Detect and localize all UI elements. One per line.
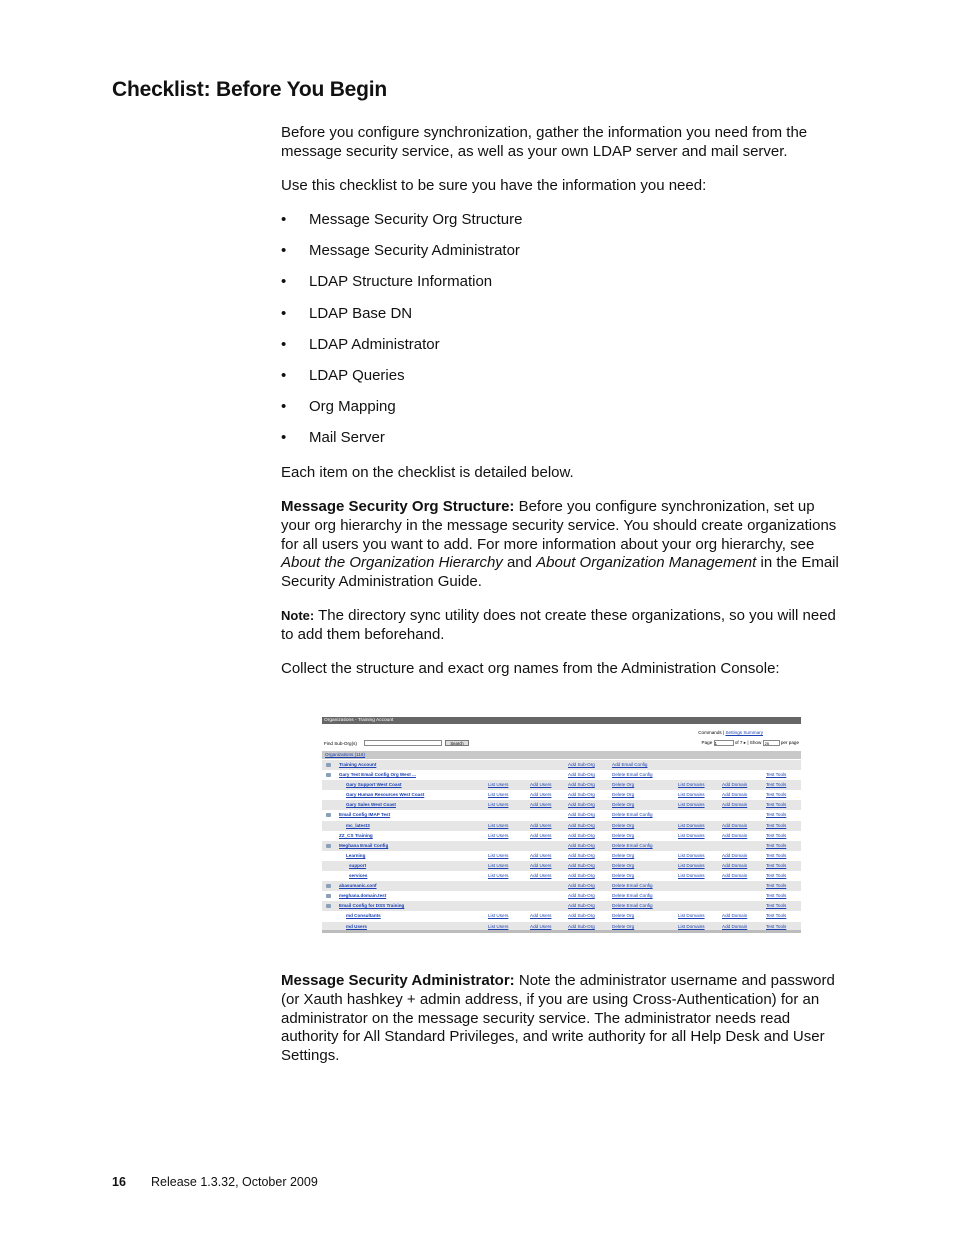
row-action-link[interactable]: List Users xyxy=(488,782,509,788)
row-action-link[interactable]: Test Tools xyxy=(766,923,787,929)
row-action-link[interactable]: Add Sub-Org xyxy=(568,802,595,808)
row-action-link[interactable]: Add Users xyxy=(530,802,552,808)
row-action-link[interactable]: Delete Org xyxy=(612,782,635,788)
row-action-link[interactable]: Add Sub-Org xyxy=(568,832,595,838)
bullet-marker: • xyxy=(281,211,287,228)
row-action-link[interactable]: Add Sub-Org xyxy=(568,812,595,818)
row-action-link[interactable]: Test Tools xyxy=(766,772,787,778)
table-row xyxy=(322,861,801,871)
org-name-link[interactable]: Gary Test Email Config Org West ... xyxy=(339,772,416,778)
row-action-link[interactable]: Delete Org xyxy=(612,792,635,798)
row-action-link[interactable]: Add Sub-Org xyxy=(568,862,595,868)
row-action-link[interactable]: Add Sub-Org xyxy=(568,762,595,767)
org-name-link[interactable]: md Consultants xyxy=(346,913,381,919)
row-action-link[interactable]: List Users xyxy=(488,832,509,838)
row-action-link[interactable]: Delete Email Config xyxy=(612,883,653,889)
checklist-item-label: LDAP Structure Information xyxy=(309,273,493,290)
row-action-link[interactable]: Delete Email Config xyxy=(612,772,653,778)
organizations-count-link[interactable]: Organizations (116) xyxy=(325,752,366,757)
search-button[interactable]: Search xyxy=(445,740,469,746)
row-action-link[interactable]: List Users xyxy=(488,802,509,808)
org-config-icon xyxy=(326,884,331,888)
find-sub-org-input[interactable] xyxy=(364,740,442,746)
org-config-icon xyxy=(326,904,331,908)
release-footer: Release 1.3.32, October 2009 xyxy=(151,1175,318,1189)
row-action-link[interactable]: Add Domain xyxy=(722,782,748,788)
row-action-link[interactable]: List Domains xyxy=(678,802,705,808)
row-action-link[interactable]: Add Users xyxy=(530,913,552,919)
row-action-link[interactable]: List Domains xyxy=(678,873,705,879)
note-label: Note: xyxy=(281,608,315,623)
row-action-link[interactable]: Test Tools xyxy=(766,852,787,858)
row-action-link[interactable]: Test Tools xyxy=(766,802,787,808)
table-row xyxy=(322,901,801,911)
org-name-link[interactable]: Meghana Email Config xyxy=(339,842,389,848)
org-structure-label: Message Security Org Structure: xyxy=(281,498,515,515)
pager xyxy=(702,740,799,746)
org-name-link[interactable]: Gary Support West Coast xyxy=(346,782,402,788)
org-config-icon xyxy=(326,763,331,767)
row-action-link[interactable]: List Users xyxy=(488,873,509,879)
row-action-link[interactable]: Add Domain xyxy=(722,913,748,919)
admin-paragraph xyxy=(281,972,841,1066)
note-paragraph xyxy=(281,607,841,645)
page-number: 16 xyxy=(112,1175,126,1189)
row-action-link[interactable]: Add Sub-Org xyxy=(568,893,595,899)
admin-console-screenshot xyxy=(322,717,801,933)
row-action-link[interactable]: Test Tools xyxy=(766,883,787,889)
row-action-link[interactable]: Delete Email Config xyxy=(612,842,653,848)
org-name-link[interactable]: abasumanic.conf xyxy=(339,883,377,889)
row-action-link[interactable]: List Domains xyxy=(678,923,705,929)
page-label: Page xyxy=(701,740,713,746)
table-row xyxy=(322,760,801,770)
find-row xyxy=(324,739,799,747)
org-config-icon xyxy=(326,844,331,848)
row-action-link[interactable]: List Domains xyxy=(678,792,705,798)
row-action-link[interactable]: List Domains xyxy=(678,822,705,828)
row-action-link[interactable]: List Users xyxy=(488,852,509,858)
row-action-link[interactable]: Add Sub-Org xyxy=(568,782,595,788)
row-action-link[interactable]: Add Domain xyxy=(722,802,748,808)
row-action-link[interactable]: Test Tools xyxy=(766,792,787,798)
bullet-marker: • xyxy=(281,398,287,415)
row-action-link[interactable]: Add Users xyxy=(530,792,552,798)
admin-text: Note the administrator username and password (or Xauth hashkey + admin address, if you are using Cross-Authentication) for an administrator on the message security service. The administrator needs read authority for All Standard Privileges, and write authority for all Help Desk and User Settings. xyxy=(281,972,835,1065)
bullet-marker: • xyxy=(281,273,287,290)
and-text: and xyxy=(502,554,537,572)
table-row xyxy=(322,810,801,820)
org-name-link[interactable]: services xyxy=(349,873,368,879)
page-title: Checklist: Before You Begin xyxy=(112,78,388,101)
row-action-link[interactable]: Add Domain xyxy=(722,822,748,828)
organizations-header xyxy=(322,751,801,759)
row-action-link[interactable]: Delete Email Config xyxy=(612,812,653,818)
table-row xyxy=(322,800,801,810)
table-row xyxy=(322,881,801,891)
checklist-item-label: Mail Server xyxy=(309,429,385,446)
row-action-link[interactable]: Test Tools xyxy=(766,812,787,818)
table-row xyxy=(322,780,801,790)
table-row xyxy=(322,911,801,921)
row-action-link[interactable]: Add Email Config xyxy=(612,762,648,767)
checklist-item-label: Org Mapping xyxy=(309,398,396,415)
row-action-link[interactable]: List Users xyxy=(488,792,509,798)
find-label: Find Sub-Org(s) xyxy=(324,741,357,746)
row-action-link[interactable]: List Domains xyxy=(678,832,705,838)
table-row xyxy=(322,821,801,831)
org-config-icon xyxy=(326,773,331,777)
row-action-link[interactable]: Delete Email Config xyxy=(612,903,653,909)
checklist-item-label: Message Security Org Structure xyxy=(309,211,523,228)
row-action-link[interactable]: List Domains xyxy=(678,862,705,868)
row-action-link[interactable]: Add Users xyxy=(530,822,552,828)
org-name-link[interactable]: support xyxy=(349,862,367,868)
page-input[interactable]: 1 xyxy=(714,740,734,746)
row-action-link[interactable]: Add Sub-Org xyxy=(568,852,595,858)
bullet-marker: • xyxy=(281,367,287,384)
table-row xyxy=(322,770,801,780)
of-label: of 7 ▸ | Show xyxy=(734,740,762,746)
row-action-link[interactable]: Add Sub-Org xyxy=(568,842,595,848)
row-action-link[interactable]: Add Sub-Org xyxy=(568,772,595,778)
row-action-link[interactable]: Delete Org xyxy=(612,913,635,919)
checklist-item-label: Message Security Administrator xyxy=(309,242,520,259)
row-action-link[interactable]: List Users xyxy=(488,913,509,919)
row-action-link[interactable]: Add Sub-Org xyxy=(568,883,595,889)
row-action-link[interactable]: Add Domain xyxy=(722,852,748,858)
table-row xyxy=(322,841,801,851)
row-action-link[interactable]: Delete Email Config xyxy=(612,893,653,899)
row-action-link[interactable]: Test Tools xyxy=(766,893,787,899)
org-name-link[interactable]: meghana.domain.test xyxy=(339,893,387,899)
row-action-link[interactable]: Delete Org xyxy=(612,832,635,838)
row-action-link[interactable]: List Users xyxy=(488,862,509,868)
row-action-link[interactable]: Test Tools xyxy=(766,913,787,919)
checklist-intro: Use this checklist to be sure you have the information you need: xyxy=(281,177,707,194)
org-name-link[interactable]: Gary Human Resources West Coast xyxy=(346,792,425,798)
row-action-link[interactable]: Add Domain xyxy=(722,832,748,838)
row-action-link[interactable]: Add Users xyxy=(530,873,552,879)
org-structure-paragraph xyxy=(281,498,841,592)
row-action-link[interactable]: Test Tools xyxy=(766,862,787,868)
commands-label: Commands | xyxy=(698,730,725,735)
row-action-link[interactable]: List Domains xyxy=(678,852,705,858)
org-config-icon xyxy=(326,813,331,817)
row-action-link[interactable]: Add Sub-Org xyxy=(568,923,595,929)
commands-row xyxy=(698,730,763,735)
row-action-link[interactable]: Add Sub-Org xyxy=(568,903,595,909)
row-action-link[interactable]: Add Domain xyxy=(722,792,748,798)
table-row xyxy=(322,790,801,800)
row-action-link[interactable]: Test Tools xyxy=(766,873,787,879)
row-action-link[interactable]: Test Tools xyxy=(766,782,787,788)
checklist-item-label: LDAP Base DN xyxy=(309,305,413,322)
row-action-link[interactable]: List Users xyxy=(488,822,509,828)
row-action-link[interactable]: Delete Org xyxy=(612,802,635,808)
note-text: The directory sync utility does not create these organizations, so you will need to add them beforehand. xyxy=(281,607,836,643)
row-action-link[interactable]: List Domains xyxy=(678,913,705,919)
show-select[interactable]: 25 xyxy=(763,740,780,746)
row-action-link[interactable]: Test Tools xyxy=(766,822,787,828)
row-action-link[interactable]: Add Users xyxy=(530,923,552,929)
org-name-link[interactable]: ZZ_CS Training xyxy=(339,832,373,838)
row-action-link[interactable]: Add Users xyxy=(530,832,552,838)
org-name-link[interactable]: Email Config for DSS Training xyxy=(339,903,405,909)
row-action-link[interactable]: List Domains xyxy=(678,782,705,788)
detailed-note: Each item on the checklist is detailed below. xyxy=(281,464,574,481)
table-row xyxy=(322,871,801,881)
bullet-marker: • xyxy=(281,336,287,353)
org-structure-text1: Before you configure synchronization, set up your org hierarchy in the message security service. You should create organizations for all users you want to add. For more information about your org hierarchy, see xyxy=(281,498,837,553)
per-page-label: per page xyxy=(780,740,799,746)
org-management-ref: About Organization Management xyxy=(536,554,757,572)
table-row xyxy=(322,851,801,861)
row-action-link[interactable]: Add Users xyxy=(530,862,552,868)
row-action-link[interactable]: Delete Org xyxy=(612,923,635,929)
intro-paragraph: Before you configure synchronization, gather the information you need from the message security service, as well as your own LDAP server and mail server. xyxy=(281,124,808,160)
org-name-link[interactable]: Email Config IMAP Test xyxy=(339,812,391,818)
checklist-item-label: LDAP Administrator xyxy=(309,336,440,353)
org-name-link[interactable]: Gary Sales West Coast xyxy=(346,802,396,808)
org-hierarchy-ref: About the Organization Hierarchy xyxy=(281,554,503,572)
row-action-link[interactable]: Delete Org xyxy=(612,862,635,868)
org-name-link[interactable]: mc_latest3 xyxy=(346,822,370,828)
row-action-link[interactable]: Add Sub-Org xyxy=(568,822,595,828)
row-action-link[interactable]: Delete Org xyxy=(612,822,635,828)
row-action-link[interactable]: Delete Org xyxy=(612,852,635,858)
row-action-link[interactable]: Test Tools xyxy=(766,842,787,848)
row-action-link[interactable]: Delete Org xyxy=(612,873,635,879)
org-structure-text2: in the Email Security Administration Guide. xyxy=(281,554,839,591)
settings-summary-link[interactable]: Settings Summary xyxy=(725,730,763,735)
org-name-link[interactable]: Training Account xyxy=(339,762,377,767)
bullet-marker: • xyxy=(281,305,287,322)
row-action-link[interactable]: Add Sub-Org xyxy=(568,792,595,798)
table-row xyxy=(322,891,801,901)
row-action-link[interactable]: Test Tools xyxy=(766,903,787,909)
row-action-link[interactable]: Add Domain xyxy=(722,923,748,929)
admin-label: Message Security Administrator: xyxy=(281,972,515,989)
row-action-link[interactable]: Add Users xyxy=(530,852,552,858)
bullet-marker: • xyxy=(281,242,287,259)
org-name-link[interactable]: Learning xyxy=(346,852,366,858)
row-action-link[interactable]: List Users xyxy=(488,923,509,929)
row-action-link[interactable]: Test Tools xyxy=(766,832,787,838)
checklist-item-label: LDAP Queries xyxy=(309,367,405,384)
screenshot-titlebar: Organizations - Training Account xyxy=(322,717,801,724)
org-name-link[interactable]: md Users xyxy=(346,923,367,929)
table-row xyxy=(322,831,801,841)
collect-paragraph: Collect the structure and exact org names from the Administration Console: xyxy=(281,660,780,677)
screenshot-bottom-bar xyxy=(322,930,801,933)
bullet-marker: • xyxy=(281,429,287,446)
row-action-link[interactable]: Add Domain xyxy=(722,873,748,879)
org-table xyxy=(322,760,801,932)
row-action-link[interactable]: Add Sub-Org xyxy=(568,913,595,919)
row-action-link[interactable]: Add Sub-Org xyxy=(568,873,595,879)
org-config-icon xyxy=(326,894,331,898)
row-action-link[interactable]: Add Users xyxy=(530,782,552,788)
row-action-link[interactable]: Add Domain xyxy=(722,862,748,868)
